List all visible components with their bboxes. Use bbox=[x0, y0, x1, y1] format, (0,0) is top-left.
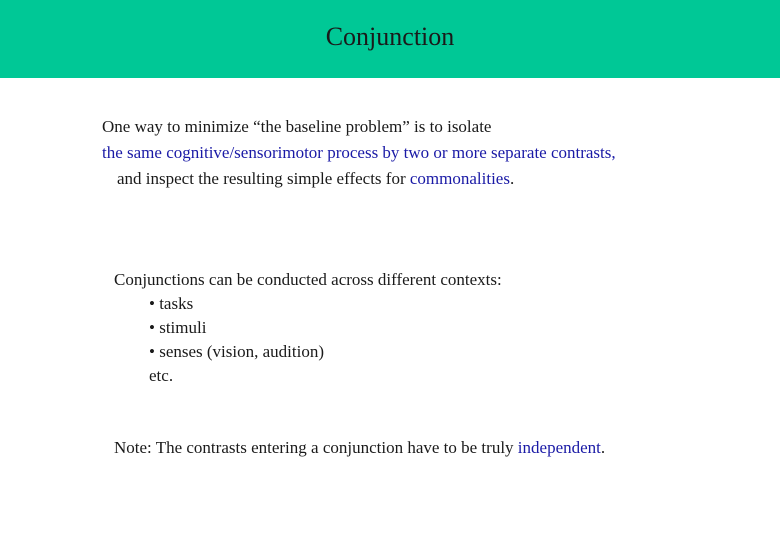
commonalities-highlight: commonalities bbox=[409, 169, 510, 188]
intro-line-2: the same cognitive/sensorimotor process by two or more separate contrasts, bbox=[102, 143, 616, 162]
intro-line-3-text: and inspect the resulting simple effects for bbox=[117, 169, 410, 188]
intro-line-3 bbox=[102, 166, 616, 192]
note-line bbox=[114, 436, 605, 460]
context-item-stimuli: • stimuli bbox=[149, 318, 207, 337]
context-item-etc: etc. bbox=[149, 366, 174, 385]
slide-title: Conjunction bbox=[325, 22, 455, 51]
context-item-senses: • senses (vision, audition) bbox=[149, 342, 324, 361]
contexts-block bbox=[114, 268, 502, 388]
contexts-heading: Conjunctions can be conducted across different contexts: bbox=[114, 270, 502, 289]
independent-highlight: independent bbox=[517, 438, 601, 457]
context-item-tasks: • tasks bbox=[149, 294, 194, 313]
intro-line-3-period: . bbox=[509, 169, 515, 188]
note-period: . bbox=[600, 438, 606, 457]
intro-line-1: One way to minimize “the baseline problem” is to isolate bbox=[102, 117, 492, 136]
intro-paragraph bbox=[102, 114, 616, 192]
note-text: Note: The contrasts entering a conjunction have to be truly bbox=[114, 438, 518, 457]
